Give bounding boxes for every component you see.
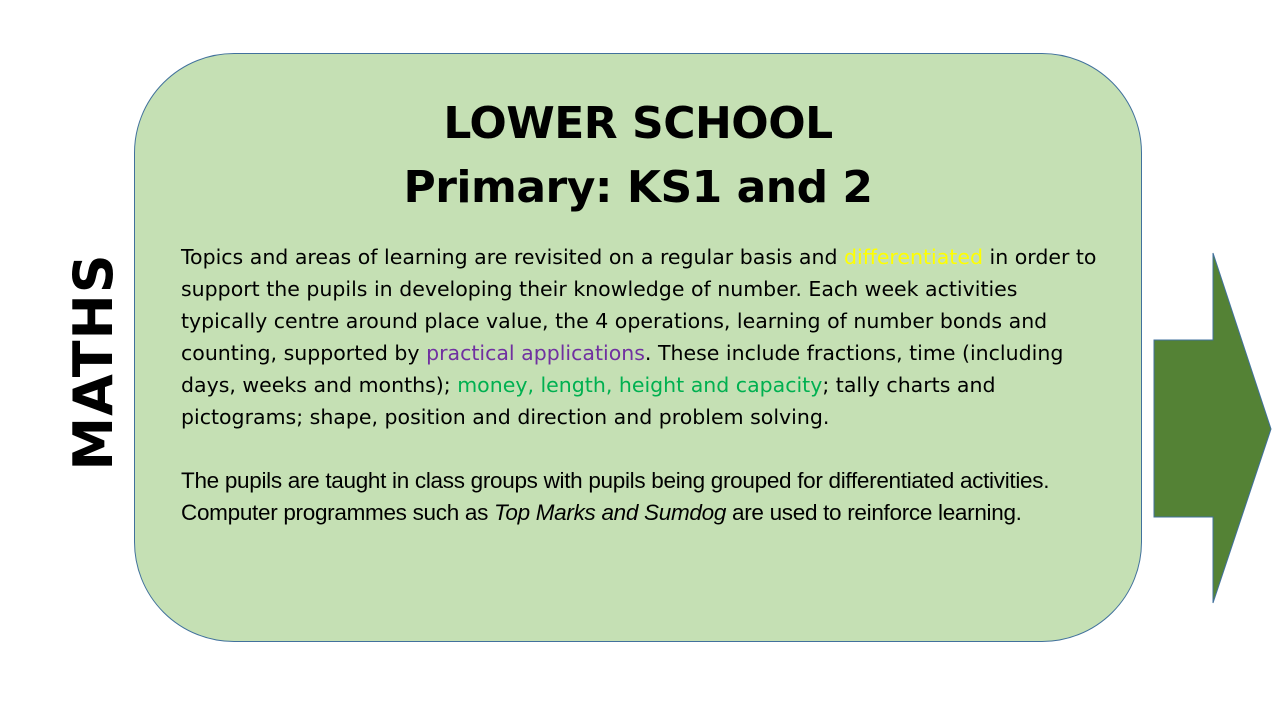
paragraph-text: The pupils are taught in class groups with pupils being grouped for differentiated activities. Computer programmes such as xyxy=(181,468,1050,525)
maths-side-label: MATHS xyxy=(61,253,125,471)
highlight-practical-applications: practical applications xyxy=(426,341,645,365)
paragraph-text: ; tally charts and pictograms; shape, position and direction and problem solving. xyxy=(181,373,996,429)
paragraph-text: in order to support the pupils in developing their knowledge of number. Each week activities typically centre around place value, the 4 operations, learning of number bonds and counting, supported by xyxy=(181,245,1097,365)
paragraph-grouping xyxy=(181,465,1101,529)
software-names: Top Marks and Sumdog xyxy=(493,500,727,525)
panel-title xyxy=(135,92,1141,220)
title-line-2: Primary: KS1 and 2 xyxy=(403,162,873,213)
highlight-measures: money, length, height and capacity xyxy=(457,373,823,397)
right-arrow-icon[interactable] xyxy=(1150,250,1276,608)
paragraph-text: Topics and areas of learning are revisited on a regular basis and xyxy=(181,245,844,269)
highlight-differentiated: differentiated xyxy=(843,245,983,269)
lower-school-panel xyxy=(134,53,1142,642)
title-line-1: LOWER SCHOOL xyxy=(443,98,833,149)
paragraph-text: . These include fractions, time (including days, weeks and months); xyxy=(181,341,1064,397)
paragraph-topics xyxy=(181,241,1101,433)
paragraph-text: are used to reinforce learning. xyxy=(726,500,1022,525)
